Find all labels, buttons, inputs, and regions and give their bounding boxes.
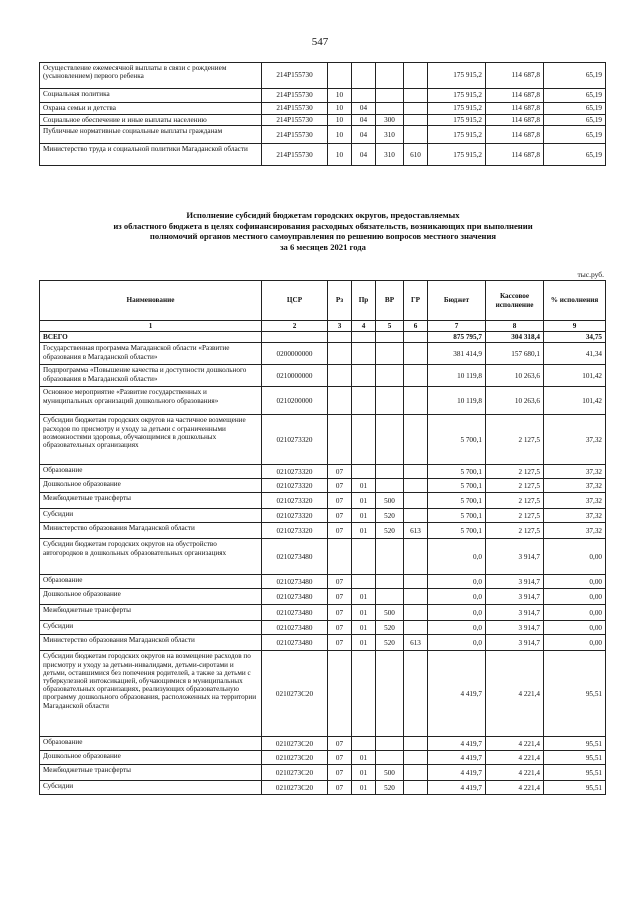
cell-budget: 0,0: [428, 589, 486, 605]
table-row: [40, 365, 606, 387]
cell-rz: [328, 365, 352, 387]
cell-rz: 10: [328, 103, 352, 115]
table-row: [40, 103, 606, 115]
cell-rz: 07: [328, 523, 352, 539]
table-row: [40, 479, 606, 493]
cell-name: Основное мероприятие «Развитие государственных и муниципальных организаций дошкольного образования»: [40, 387, 262, 415]
index-row: [40, 321, 606, 332]
table-row: [40, 523, 606, 539]
cell-rz: 07: [328, 589, 352, 605]
cell-pr: 04: [352, 115, 376, 126]
cell-csr: 0210273480: [262, 635, 328, 651]
cell-csr: 0210273C20: [262, 765, 328, 781]
cell-csr: 0210273C20: [262, 737, 328, 751]
page-number: 547: [311, 36, 329, 48]
cell-gr: [404, 365, 428, 387]
cell-cash: 10 263,6: [486, 365, 544, 387]
cell-csr: 0210200000: [262, 387, 328, 415]
table-row: [40, 465, 606, 479]
cell-gr: [404, 89, 428, 103]
cell-vr: [376, 737, 404, 751]
index-cell: 6: [404, 321, 428, 332]
cell-vr: [376, 415, 404, 465]
cell-vr: 310: [376, 126, 404, 144]
header-cash: Кассовое исполнение: [486, 281, 544, 321]
cell-budget: 10 119,8: [428, 365, 486, 387]
cell-pct: 0,00: [544, 539, 606, 575]
cell-rz: 07: [328, 575, 352, 589]
total-budget: 875 795,7: [428, 332, 486, 343]
cell-vr: [376, 387, 404, 415]
cell-name: Подпрограмма «Повышение качества и доступности дошкольного образования в Магаданской области»: [40, 365, 262, 387]
cell-pct: 65,19: [544, 63, 606, 89]
cell-cash: 10 263,6: [486, 387, 544, 415]
cell-name: Образование: [40, 575, 262, 589]
cell-name: Субсидии бюджетам городских округов на возмещение расходов по присмотру и уходу за детьми-инвалидами, детьми-сиротами и детьми, оставшимися без попечения родителей, а также за детьми с туберкулезной интоксикацией, обучающимися в муниципальных образовательных организациях, реализующих образовательную программу дошкольного образования, расположенных на территории Магаданской области: [40, 651, 262, 737]
cell-vr: [376, 539, 404, 575]
cell-gr: [404, 63, 428, 89]
header-rz: Рз: [328, 281, 352, 321]
cell-gr: 610: [404, 144, 428, 166]
cell-pr: [352, 737, 376, 751]
cell-cash: 114 687,8: [486, 144, 544, 166]
table-row: [40, 126, 606, 144]
cell-cash: 4 221,4: [486, 765, 544, 781]
cell-cash: 2 127,5: [486, 479, 544, 493]
cell-budget: 5 700,1: [428, 479, 486, 493]
cell-vr: [376, 575, 404, 589]
cell-name: Дошкольное образование: [40, 751, 262, 765]
cell-rz: 07: [328, 781, 352, 795]
table-row: [40, 621, 606, 635]
cell-budget: 4 419,7: [428, 651, 486, 737]
cell-budget: 175 915,2: [428, 63, 486, 89]
cell-vr: [376, 465, 404, 479]
cell-pr: [352, 343, 376, 365]
cell-csr: 0210273320: [262, 493, 328, 509]
header-row: [40, 281, 606, 321]
cell-csr: 0210273480: [262, 621, 328, 635]
cell-budget: 5 700,1: [428, 415, 486, 465]
index-cell: 2: [262, 321, 328, 332]
cell-name: Государственная программа Магаданской области «Развитие образования в Магаданской области»: [40, 343, 262, 365]
cell-budget: 175 915,2: [428, 144, 486, 166]
table-row: [40, 651, 606, 737]
cell-gr: [404, 126, 428, 144]
cell-pct: 95,51: [544, 781, 606, 795]
cell-csr: 214P155730: [262, 103, 328, 115]
index-cell: 7: [428, 321, 486, 332]
cell-name: Межбюджетные трансферты: [40, 765, 262, 781]
cell-gr: [404, 387, 428, 415]
cell-cash: 2 127,5: [486, 465, 544, 479]
cell-name: Субсидии бюджетам городских округов на частичное возмещение расходов по присмотру и уходу за детьми с ограниченными возможностями здоровья, обучающимися в дошкольных образовательных организациях: [40, 415, 262, 465]
cell-csr: 0210273C20: [262, 781, 328, 795]
cell-pr: 01: [352, 509, 376, 523]
cell-name: Межбюджетные трансферты: [40, 605, 262, 621]
cell-rz: [328, 415, 352, 465]
cell-rz: [328, 651, 352, 737]
cell-rz: 07: [328, 737, 352, 751]
cell-pr: [352, 89, 376, 103]
cell-pct: 95,51: [544, 651, 606, 737]
cell-budget: 4 419,7: [428, 751, 486, 765]
cell-gr: [404, 343, 428, 365]
cell-gr: [404, 509, 428, 523]
cell-pct: 65,19: [544, 89, 606, 103]
cell-budget: 175 915,2: [428, 115, 486, 126]
cell-pr: 01: [352, 605, 376, 621]
cell-name: Субсидии: [40, 509, 262, 523]
cell-gr: [404, 751, 428, 765]
cell-cash: 157 680,1: [486, 343, 544, 365]
cell-budget: 5 700,1: [428, 493, 486, 509]
total-cash: 304 318,4: [486, 332, 544, 343]
cell-name: Социальная политика: [40, 89, 262, 103]
cell-name: Образование: [40, 465, 262, 479]
cell-pct: 0,00: [544, 575, 606, 589]
cell-vr: [376, 89, 404, 103]
cell-vr: [376, 589, 404, 605]
cell-csr: 0210273480: [262, 605, 328, 621]
cell-gr: [404, 575, 428, 589]
cell-pr: [352, 365, 376, 387]
cell-vr: 310: [376, 144, 404, 166]
total-name: ВСЕГО: [40, 332, 262, 343]
cell-pr: 01: [352, 635, 376, 651]
cell-pr: 04: [352, 103, 376, 115]
cell-cash: 114 687,8: [486, 103, 544, 115]
cell-gr: [404, 589, 428, 605]
cell-rz: 07: [328, 765, 352, 781]
cell-pct: 65,19: [544, 103, 606, 115]
cell-budget: 0,0: [428, 575, 486, 589]
index-cell: 8: [486, 321, 544, 332]
cell-budget: 0,0: [428, 605, 486, 621]
header-pr: Пр: [352, 281, 376, 321]
cell-cash: 3 914,7: [486, 621, 544, 635]
cell-rz: 10: [328, 126, 352, 144]
cell-vr: [376, 479, 404, 493]
cell-rz: 07: [328, 621, 352, 635]
cell-name: Министерство труда и социальной политики Магаданской области: [40, 144, 262, 166]
table-row: [40, 765, 606, 781]
cell-gr: [404, 415, 428, 465]
cell-pr: 04: [352, 144, 376, 166]
cell-gr: [404, 539, 428, 575]
cell-cash: 114 687,8: [486, 126, 544, 144]
title-line: полномочий органов местного самоуправления по решению вопросов местного значения: [149, 231, 497, 242]
cell-gr: 613: [404, 635, 428, 651]
cell-gr: [404, 765, 428, 781]
cell-csr: 0210273C20: [262, 751, 328, 765]
report-title: [40, 210, 606, 252]
cell-vr: 520: [376, 781, 404, 795]
cell-rz: 07: [328, 751, 352, 765]
cell-vr: [376, 63, 404, 89]
cell-budget: 4 419,7: [428, 765, 486, 781]
cell-vr: [376, 651, 404, 737]
cell-cash: 3 914,7: [486, 575, 544, 589]
cell-pct: 95,51: [544, 737, 606, 751]
table-row: [40, 115, 606, 126]
cell-pct: 101,42: [544, 365, 606, 387]
cell-vr: [376, 751, 404, 765]
cell-vr: 500: [376, 493, 404, 509]
cell-rz: 07: [328, 465, 352, 479]
cell-name: Министерство образования Магаданской области: [40, 523, 262, 539]
cell-gr: [404, 621, 428, 635]
subsidy-table: [39, 280, 606, 795]
cell-name: Образование: [40, 737, 262, 751]
cell-csr: 0210273320: [262, 479, 328, 493]
cell-name: Министерство образования Магаданской области: [40, 635, 262, 651]
cell-name: Межбюджетные трансферты: [40, 493, 262, 509]
cell-name: Публичные нормативные социальные выплаты гражданам: [40, 126, 262, 144]
cell-pct: 65,19: [544, 126, 606, 144]
cell-budget: 0,0: [428, 539, 486, 575]
cell-cash: 2 127,5: [486, 509, 544, 523]
cell-budget: 381 414,9: [428, 343, 486, 365]
title-line: Исполнение субсидий бюджетам городских округов, предоставляемых: [186, 210, 460, 220]
cell-vr: 500: [376, 765, 404, 781]
cell-cash: 114 687,8: [486, 89, 544, 103]
cell-rz: 10: [328, 144, 352, 166]
cell-name: Субсидии бюджетам городских округов на обустройство автогородков в дошкольных образовательных организациях: [40, 539, 262, 575]
cell-pr: [352, 387, 376, 415]
cell-pr: 01: [352, 765, 376, 781]
cell-budget: 10 119,8: [428, 387, 486, 415]
table-row: [40, 387, 606, 415]
table-row: [40, 751, 606, 765]
cell-vr: [376, 343, 404, 365]
cell-budget: 5 700,1: [428, 465, 486, 479]
table-row: [40, 589, 606, 605]
cell-budget: 5 700,1: [428, 509, 486, 523]
cell-csr: 214P155730: [262, 115, 328, 126]
cell-vr: 500: [376, 605, 404, 621]
cell-gr: [404, 737, 428, 751]
cell-pct: 0,00: [544, 635, 606, 651]
cell-pct: 65,19: [544, 144, 606, 166]
cell-gr: [404, 103, 428, 115]
table-row: [40, 509, 606, 523]
cell-rz: [328, 343, 352, 365]
cell-pr: 01: [352, 589, 376, 605]
cell-csr: 214P155730: [262, 63, 328, 89]
cell-pct: 95,51: [544, 751, 606, 765]
table-row: [40, 575, 606, 589]
cell-pr: [352, 539, 376, 575]
cell-pr: 01: [352, 781, 376, 795]
cell-rz: [328, 63, 352, 89]
index-cell: 9: [544, 321, 606, 332]
cell-pr: 04: [352, 126, 376, 144]
cell-csr: 0210273320: [262, 415, 328, 465]
cell-pr: 01: [352, 479, 376, 493]
cell-pct: 37,32: [544, 479, 606, 493]
cell-pr: [352, 415, 376, 465]
cell-pr: [352, 63, 376, 89]
cell-cash: 3 914,7: [486, 539, 544, 575]
index-cell: 3: [328, 321, 352, 332]
cell-cash: 4 221,4: [486, 651, 544, 737]
header-pct: % исполнения: [544, 281, 606, 321]
cell-rz: 07: [328, 635, 352, 651]
cell-cash: 4 221,4: [486, 737, 544, 751]
cell-vr: [376, 365, 404, 387]
unit-label: тыс.руб.: [577, 270, 604, 279]
header-budget: Бюджет: [428, 281, 486, 321]
cell-csr: 0200000000: [262, 343, 328, 365]
cell-name: Дошкольное образование: [40, 479, 262, 493]
cell-pr: [352, 575, 376, 589]
cell-rz: 07: [328, 509, 352, 523]
cell-pct: 95,51: [544, 765, 606, 781]
cell-csr: 0210000000: [262, 365, 328, 387]
cell-rz: 10: [328, 115, 352, 126]
cell-name: Субсидии: [40, 781, 262, 795]
cell-pct: 0,00: [544, 605, 606, 621]
cell-pct: 37,32: [544, 493, 606, 509]
title-line: за 6 месяцев 2021 года: [280, 241, 366, 252]
index-cell: 4: [352, 321, 376, 332]
cell-gr: [404, 605, 428, 621]
title-line: из областного бюджета в целях софинансирования расходных обязательств, возникающих при выполнении: [113, 220, 533, 231]
cell-csr: 0210273480: [262, 539, 328, 575]
cell-cash: 4 221,4: [486, 751, 544, 765]
cell-cash: 2 127,5: [486, 493, 544, 509]
table-row: [40, 635, 606, 651]
table-row: [40, 63, 606, 89]
header-gr: ГР: [404, 281, 428, 321]
cell-gr: [404, 115, 428, 126]
cell-csr: 0210273320: [262, 465, 328, 479]
cell-csr: 0210273320: [262, 509, 328, 523]
header-csr: ЦСР: [262, 281, 328, 321]
cell-rz: 07: [328, 605, 352, 621]
cell-budget: 4 419,7: [428, 737, 486, 751]
cell-pr: 01: [352, 751, 376, 765]
table-row: [40, 539, 606, 575]
cell-pct: 37,32: [544, 509, 606, 523]
cell-budget: 0,0: [428, 621, 486, 635]
total-pct: 34,75: [544, 332, 606, 343]
cell-pr: 01: [352, 621, 376, 635]
cell-pct: 37,32: [544, 523, 606, 539]
cell-cash: 2 127,5: [486, 415, 544, 465]
cell-name: Осуществление ежемесячной выплаты в связи с рождением (усыновлением) первого ребенка: [40, 63, 262, 89]
cell-pr: 01: [352, 493, 376, 509]
cell-pr: [352, 465, 376, 479]
cell-vr: 520: [376, 523, 404, 539]
cell-gr: [404, 465, 428, 479]
cell-pct: 0,00: [544, 621, 606, 635]
continued-table: [39, 62, 606, 166]
cell-gr: [404, 781, 428, 795]
cell-pr: 01: [352, 523, 376, 539]
cell-cash: 3 914,7: [486, 605, 544, 621]
cell-pct: 37,32: [544, 415, 606, 465]
cell-cash: 2 127,5: [486, 523, 544, 539]
cell-gr: [404, 479, 428, 493]
cell-pct: 41,34: [544, 343, 606, 365]
cell-name: Дошкольное образование: [40, 589, 262, 605]
cell-budget: 0,0: [428, 635, 486, 651]
cell-budget: 175 915,2: [428, 89, 486, 103]
table-row: [40, 415, 606, 465]
cell-pct: 37,32: [544, 465, 606, 479]
cell-budget: 175 915,2: [428, 103, 486, 115]
cell-budget: 175 915,2: [428, 126, 486, 144]
cell-vr: 520: [376, 635, 404, 651]
cell-cash: 114 687,8: [486, 63, 544, 89]
cell-rz: 07: [328, 493, 352, 509]
cell-vr: 300: [376, 115, 404, 126]
cell-budget: 4 419,7: [428, 781, 486, 795]
cell-cash: 4 221,4: [486, 781, 544, 795]
cell-pr: [352, 651, 376, 737]
cell-gr: [404, 493, 428, 509]
cell-pct: 65,19: [544, 115, 606, 126]
cell-cash: 3 914,7: [486, 635, 544, 651]
table-row: [40, 144, 606, 166]
table-row: [40, 781, 606, 795]
cell-name: Охрана семьи и детства: [40, 103, 262, 115]
cell-csr: 0210273480: [262, 589, 328, 605]
cell-rz: [328, 539, 352, 575]
cell-name: Социальное обеспечение и иные выплаты населению: [40, 115, 262, 126]
cell-csr: 0210273320: [262, 523, 328, 539]
cell-rz: 10: [328, 89, 352, 103]
cell-csr: 0210273480: [262, 575, 328, 589]
table-row: [40, 343, 606, 365]
cell-csr: 214P155730: [262, 126, 328, 144]
cell-vr: 520: [376, 621, 404, 635]
cell-vr: [376, 103, 404, 115]
table-row: [40, 89, 606, 103]
total-row: [40, 332, 606, 343]
table-row: [40, 605, 606, 621]
cell-budget: 5 700,1: [428, 523, 486, 539]
cell-csr: 214P155730: [262, 144, 328, 166]
cell-gr: 613: [404, 523, 428, 539]
index-cell: 1: [40, 321, 262, 332]
cell-csr: 214P155730: [262, 89, 328, 103]
cell-cash: 3 914,7: [486, 589, 544, 605]
table-row: [40, 737, 606, 751]
cell-rz: [328, 387, 352, 415]
cell-name: Субсидии: [40, 621, 262, 635]
cell-cash: 114 687,8: [486, 115, 544, 126]
cell-gr: [404, 651, 428, 737]
index-cell: 5: [376, 321, 404, 332]
header-name: Наименование: [40, 281, 262, 321]
cell-rz: 07: [328, 479, 352, 493]
cell-csr: 0210273C20: [262, 651, 328, 737]
cell-pct: 0,00: [544, 589, 606, 605]
cell-vr: 520: [376, 509, 404, 523]
cell-pct: 101,42: [544, 387, 606, 415]
table-row: [40, 493, 606, 509]
header-vr: ВР: [376, 281, 404, 321]
